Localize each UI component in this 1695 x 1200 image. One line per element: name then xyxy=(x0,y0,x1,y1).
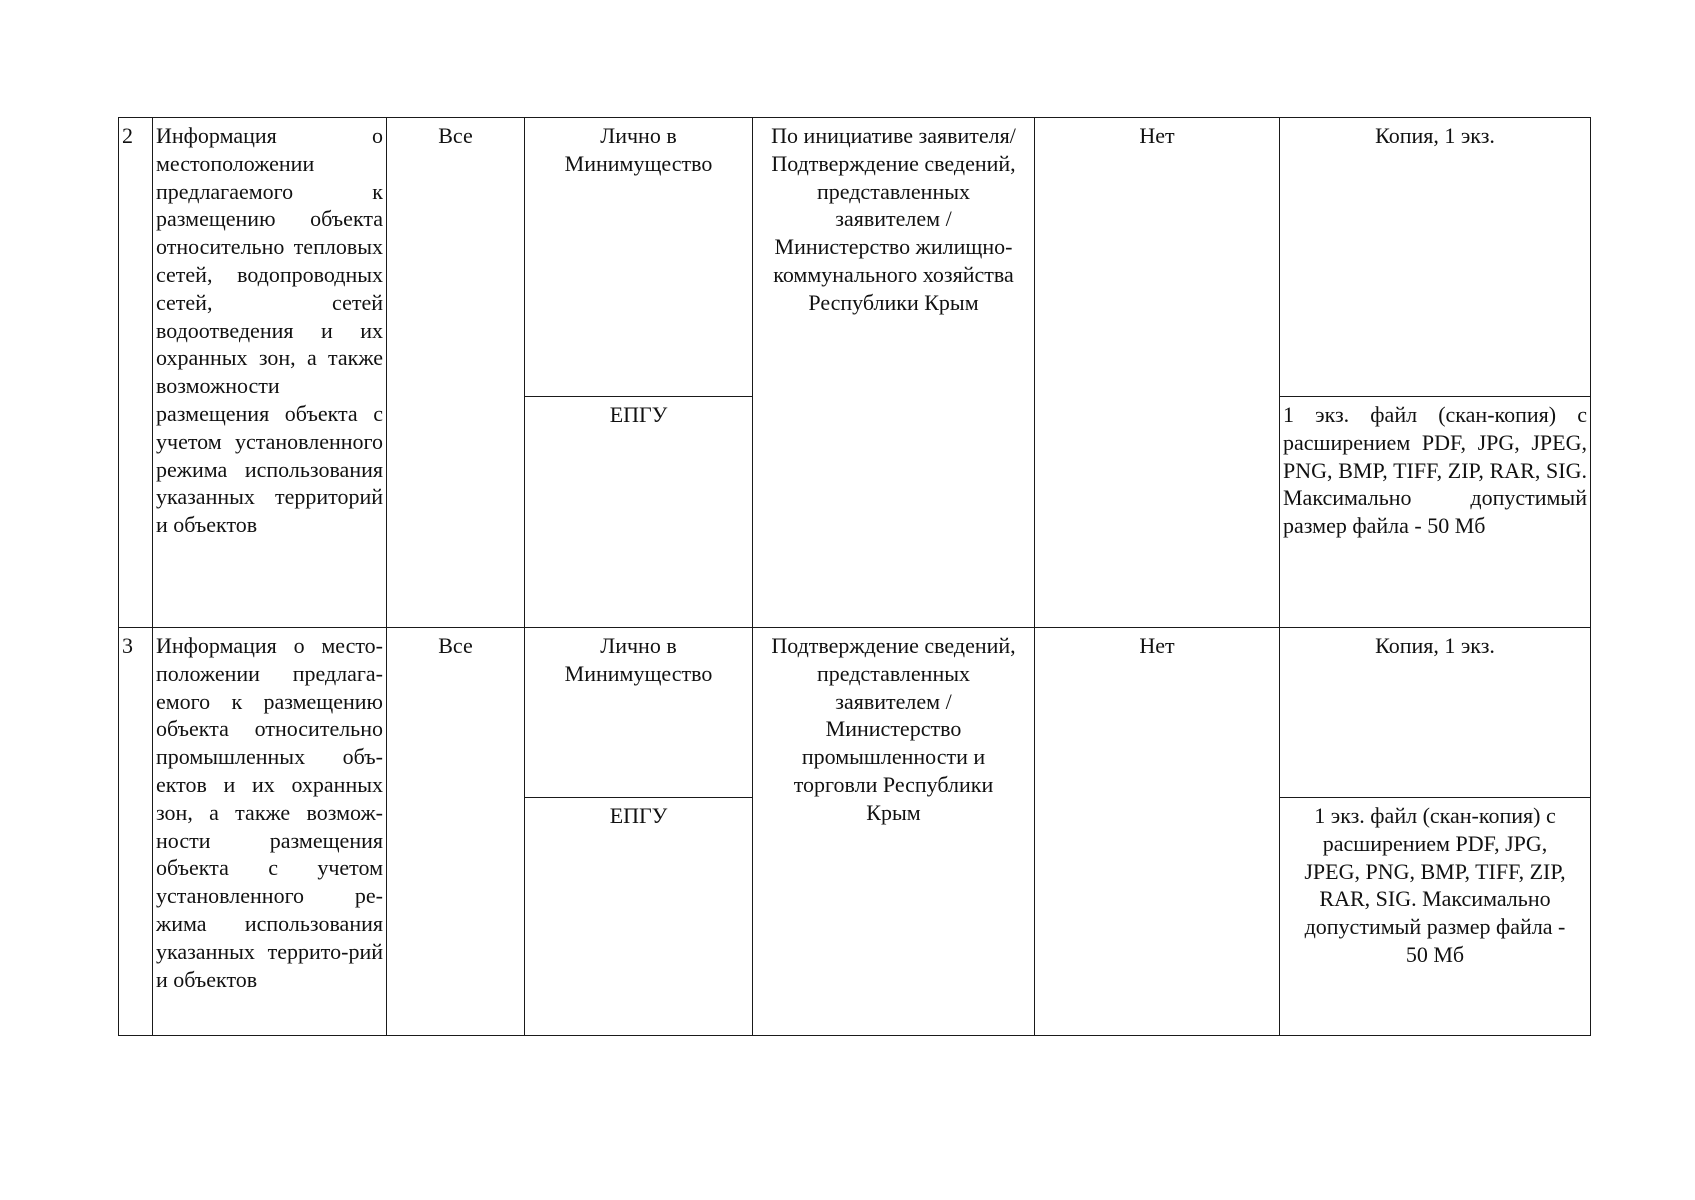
row-number: 3 xyxy=(119,628,153,1036)
submission-method-in-person: Лично в Минимущество xyxy=(525,118,753,397)
applicant-category: Все xyxy=(387,118,525,628)
document-info: Информация о местоположении предлагаемого к размещению объекта относительно тепловых сетей, водопроводных сетей, сетей водоотведения и их охранных зон, а также возможности размещения объекта с учетом установленного режима использования указанных территорий и объектов xyxy=(153,118,387,628)
document-source: Подтверждение сведений, представленных заявителем / Министерство промышленности и торговли Республики Крым xyxy=(753,628,1035,1036)
submission-method-epgu: ЕПГУ xyxy=(525,798,753,1036)
document-form-paper: Копия, 1 экз. xyxy=(1280,118,1591,397)
document-form-electronic: 1 экз. файл (скан-копия) с расширением PDF, JPG, JPEG, PNG, BMP, TIFF, ZIP, RAR, SIG. Максимально допустимый размер файла - 50 Мб xyxy=(1280,798,1591,1036)
submission-method-in-person: Лично в Минимущество xyxy=(525,628,753,798)
document-form-paper: Копия, 1 экз. xyxy=(1280,628,1591,798)
table-row xyxy=(119,118,1591,397)
documents-table xyxy=(118,117,1591,1036)
required-flag: Нет xyxy=(1035,118,1280,628)
applicant-category: Все xyxy=(387,628,525,1036)
required-flag: Нет xyxy=(1035,628,1280,1036)
table-row xyxy=(119,628,1591,798)
submission-method-epgu: ЕПГУ xyxy=(525,397,753,628)
document-form-electronic: 1 экз. файл (скан-копия) с расширением PDF, JPG, JPEG, PNG, BMP, TIFF, ZIP, RAR, SIG. Максимально допустимый размер файла - 50 Мб xyxy=(1280,397,1591,628)
row-number: 2 xyxy=(119,118,153,628)
document-info: Информация о место-положении предлага-емого к размещению объекта относительно промышленных объ-ектов и их охранных зон, а также возмож-ности размещения объекта с учетом установленного ре-жима использования указанных террито-рий и объектов xyxy=(153,628,387,1036)
document-source: По инициативе заявителя/ Подтверждение сведений, представленных заявителем / Министерство жилищно- коммунального хозяйства Республики Крым xyxy=(753,118,1035,628)
